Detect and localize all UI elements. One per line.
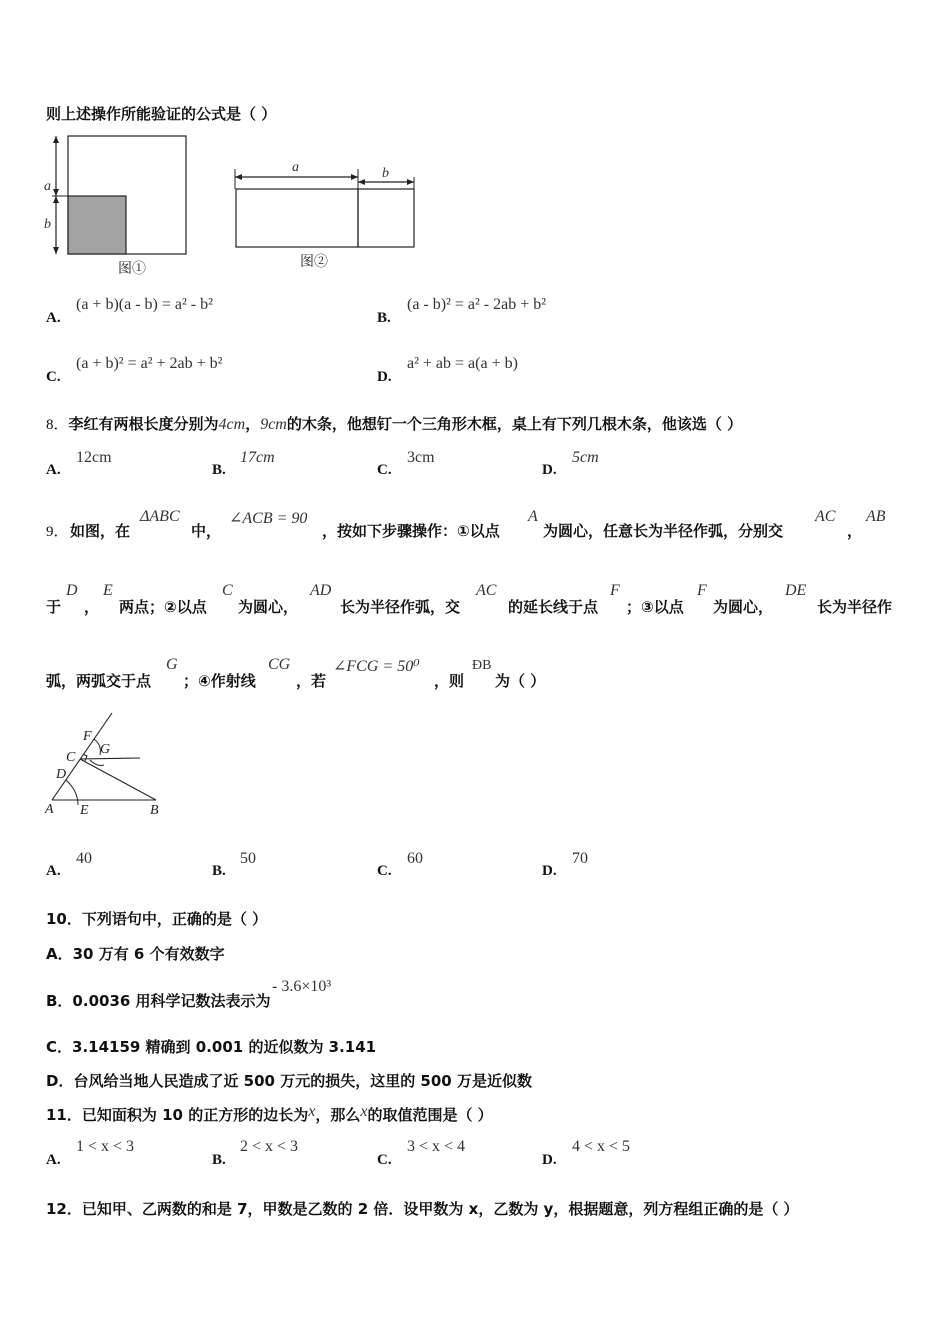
q12-stem: 12．已知甲、乙两数的和是 7，甲数是乙数的 2 倍．设甲数为 x，乙数为 y，根据题意，列方程组正确的是（ ） <box>46 1200 799 1218</box>
q9-point-g: G <box>166 656 178 673</box>
q11-option-c-letter[interactable]: C. <box>377 1152 392 1168</box>
q9-text-3b: ；④作射线 <box>183 672 256 690</box>
q9-text-2e: 的延长线于点 <box>508 598 599 616</box>
q8-stem <box>46 413 742 434</box>
q8-text2: 的木条，他想钉一个三角形木框，桌上有下列几根木条，他该选（ ） <box>286 415 743 433</box>
q9-text-1c: ，按如下步骤操作：①以点 <box>322 522 500 540</box>
q7-option-c-formula[interactable]: (a + b)² = a² + 2ab + b² <box>76 355 223 372</box>
q9-text-2c: 为圆心， <box>238 598 299 616</box>
q9-text-3a: 弧，两弧交于点 <box>46 672 152 690</box>
q8-option-d-letter[interactable]: D. <box>542 462 557 478</box>
fig2-arrow-b-right-icon <box>407 179 414 185</box>
q9-triangle: ΔABC <box>140 508 180 525</box>
q9-option-d-letter[interactable]: D. <box>542 863 557 879</box>
fig2-arrow-b-left-icon <box>358 179 365 185</box>
fig2-arrow-a-right-icon <box>351 174 358 180</box>
q8-option-b-value[interactable]: 17cm <box>240 449 275 466</box>
q11-var-x-1: x <box>308 1103 316 1120</box>
q8-length-2: 9cm <box>260 416 287 433</box>
q9-option-a-value[interactable]: 40 <box>76 850 92 867</box>
q10-option-d[interactable]: D．台风给当地人民造成了近 500 万元的损失，这里的 500 万是近似数 <box>46 1072 532 1090</box>
q7-option-a-letter[interactable]: A. <box>46 310 61 326</box>
q9-text-2h: 长为半径作 <box>817 598 893 616</box>
q9-seg-ac: AC <box>815 508 836 525</box>
q9-fig-label-f: F <box>83 729 92 744</box>
q9-option-c-value[interactable]: 60 <box>407 850 423 867</box>
q8-option-c-letter[interactable]: C. <box>377 462 392 478</box>
q11-option-d-value[interactable]: 4 < x < 5 <box>572 1138 631 1155</box>
q9-text-3e: 为（ ） <box>495 672 546 690</box>
question-intro: 则上述操作所能验证的公式是（ ） <box>46 105 277 123</box>
q11-text2: ，那么 <box>315 1106 361 1124</box>
q11-option-b-letter[interactable]: B. <box>212 1152 226 1168</box>
q11-text3: 的取值范围是（ ） <box>367 1106 493 1124</box>
q9-option-d-value[interactable]: 70 <box>572 850 588 867</box>
q8-option-a-value[interactable]: 12cm <box>76 449 112 466</box>
q10-option-b[interactable]: B．0.0036 用科学记数法表示为 <box>46 992 271 1010</box>
q7-option-d-letter[interactable]: D. <box>377 369 392 385</box>
q9-angle-acb: ∠ACB = 90 <box>229 510 308 527</box>
q9-point-e: E <box>103 582 113 599</box>
fig2-rect-b <box>358 189 414 247</box>
q9-option-c-letter[interactable]: C. <box>377 863 392 879</box>
q9-seg-ad: AD <box>310 582 332 599</box>
q9-point-f-2: F <box>697 582 707 599</box>
q9-point-d: D <box>66 582 78 599</box>
q9-fig-label-g: G <box>100 742 111 757</box>
fig1-small-square <box>68 196 126 254</box>
q8-option-a-letter[interactable]: A. <box>46 462 61 478</box>
q9-comma-2: ， <box>84 598 100 616</box>
q9-fig-label-e: E <box>80 803 89 818</box>
fig1-label-b: b <box>44 217 51 232</box>
q9-text-1b: 中， <box>191 522 222 540</box>
fig2-rect-a <box>236 189 358 247</box>
q11-option-b-value[interactable]: 2 < x < 3 <box>240 1138 299 1155</box>
q9-number: 9． <box>46 524 69 540</box>
q10-option-b-math: - 3.6×10³ <box>272 978 332 995</box>
q9-text-2g: 为圆心， <box>713 598 774 616</box>
q9-text-1d: 为圆心，任意长为半径作弧，分别交 <box>543 522 784 540</box>
q11-option-c-value[interactable]: 3 < x < 4 <box>407 1138 466 1155</box>
fig1-arrow-top-icon <box>53 136 59 143</box>
q11-option-a-value[interactable]: 1 < x < 3 <box>76 1138 135 1155</box>
q9-text-2d: 长为半径作弧，交 <box>340 598 461 616</box>
q9-fig-ray-cg <box>80 758 140 759</box>
q11-stem <box>46 1103 493 1125</box>
q9-point-f: F <box>610 582 620 599</box>
q7-option-b-formula[interactable]: (a - b)² = a² - 2ab + b² <box>407 296 547 313</box>
q9-fig-label-d: D <box>56 767 67 782</box>
fig2-arrow-a-left-icon <box>235 174 242 180</box>
q9-fig-arc-de <box>66 780 78 805</box>
fig2-label-b: b <box>382 166 389 181</box>
q9-seg-de: DE <box>785 582 807 599</box>
q9-text-2b: 两点；②以点 <box>119 598 207 616</box>
q8-separator: ， <box>245 415 261 433</box>
q10-option-a[interactable]: A．30 万有 6 个有效数字 <box>46 945 225 963</box>
figure-1-squares <box>40 130 200 280</box>
q9-fig-label-c: C <box>66 750 76 765</box>
q9-text-3c: ，若 <box>296 672 327 690</box>
q7-option-b-letter[interactable]: B. <box>377 310 391 326</box>
q9-figure-triangle <box>40 705 175 820</box>
q11-option-a-letter[interactable]: A. <box>46 1152 61 1168</box>
q9-fig-label-a: A <box>45 802 54 817</box>
q11-text1: 11．已知面积为 10 的正方形的边长为 <box>46 1106 309 1124</box>
q9-angle-b: ÐB <box>472 658 492 673</box>
q7-option-d-formula[interactable]: a² + ab = a(a + b) <box>407 355 518 372</box>
fig1-caption: 图① <box>118 262 146 277</box>
q9-point-c: C <box>222 582 233 599</box>
q8-option-d-value[interactable]: 5cm <box>572 449 599 466</box>
fig1-arrow-mid-up-icon <box>53 189 59 196</box>
fig1-label-a: a <box>44 179 51 194</box>
q9-comma: ， <box>847 522 863 540</box>
figure-2-rectangles <box>228 155 428 275</box>
q9-text-2a: 于 <box>46 598 62 616</box>
q9-text-2f: ；③以点 <box>626 598 684 616</box>
q8-option-c-value[interactable]: 3cm <box>407 449 435 466</box>
q9-option-a-letter[interactable]: A. <box>46 863 61 879</box>
q8-number: 8． <box>46 417 69 433</box>
q8-text1: 李红有两根长度分别为 <box>68 415 219 433</box>
q7-option-c-letter[interactable]: C. <box>46 369 61 385</box>
q9-seg-ab: AB <box>866 508 886 525</box>
q9-option-b-letter[interactable]: B. <box>212 863 226 879</box>
q8-option-b-letter[interactable]: B. <box>212 462 226 478</box>
q11-var-x-2: x <box>360 1103 368 1120</box>
q9-fig-arc-angle <box>90 760 104 765</box>
fig1-arrow-bottom-icon <box>53 247 59 254</box>
q9-text-1a: 如图，在 <box>70 522 131 540</box>
q10-title: 10．下列语句中，正确的是（ ） <box>46 910 268 928</box>
q9-angle-fcg: ∠FCG = 50⁰ <box>333 658 420 675</box>
fig2-label-a: a <box>292 160 299 175</box>
q11-option-d-letter[interactable]: D. <box>542 1152 557 1168</box>
q9-fig-label-b: B <box>150 803 159 818</box>
q9-option-b-value[interactable]: 50 <box>240 850 256 867</box>
q9-text-3d: ，则 <box>434 672 465 690</box>
q9-point-a: A <box>528 508 538 525</box>
q9-seg-ac-2: AC <box>476 582 497 599</box>
q9-ray-cg: CG <box>268 656 291 673</box>
q8-length-1: 4cm <box>218 416 246 433</box>
fig2-caption: 图② <box>300 255 328 270</box>
fig1-arrow-mid-down-icon <box>53 196 59 203</box>
q9-fig-line-bc <box>80 759 156 800</box>
q7-option-a-formula[interactable]: (a + b)(a - b) = a² - b² <box>76 296 213 313</box>
q10-option-c[interactable]: C．3.14159 精确到 0.001 的近似数为 3.141 <box>46 1038 377 1056</box>
